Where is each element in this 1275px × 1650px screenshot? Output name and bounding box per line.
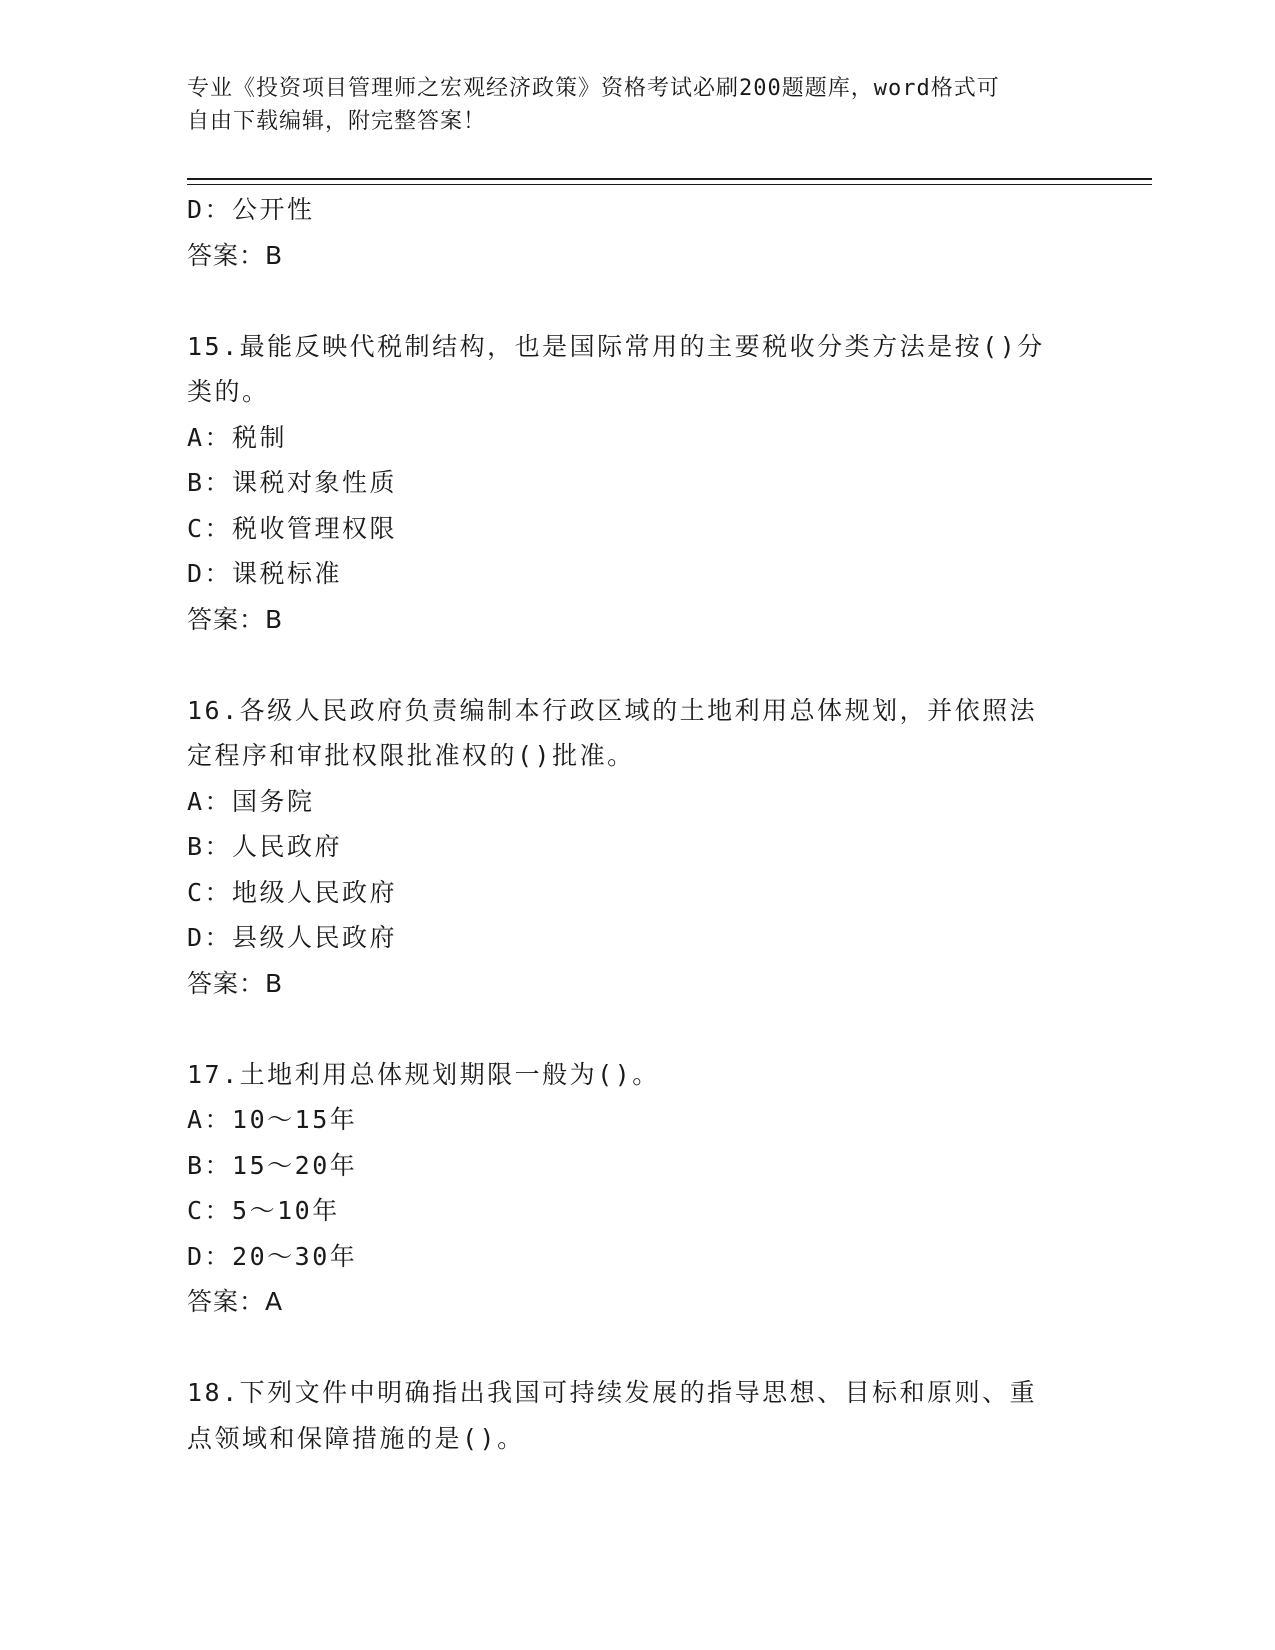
question-15 [187, 324, 1087, 643]
question-stem: 17.土地利用总体规划期限一般为()。 [187, 1059, 660, 1089]
answer-line: 答案：A [187, 1287, 284, 1316]
option-d: D：公开性 [187, 195, 315, 224]
header-line-1: 专业《投资项目管理师之宏观经济政策》资格考试必刷200题题库，word格式可 [187, 76, 1000, 101]
option-a: A：10～15年 [187, 1105, 358, 1134]
answer-line: 答案：B [187, 604, 284, 634]
option-a: A：国务院 [187, 786, 315, 816]
question-stem-continued: 类的。 [187, 377, 270, 406]
option-b: B：15～20年 [187, 1150, 358, 1180]
answer-line: 答案：B [187, 968, 284, 998]
header-line-2: 自由下载编辑，附完整答案！ [187, 109, 487, 134]
answer-line: 答案：B [187, 240, 284, 270]
question-18 [187, 1370, 1087, 1461]
question-17 [187, 1052, 1087, 1325]
question-list [187, 187, 1087, 1461]
option-b: B：人民政府 [187, 832, 343, 861]
option-c: C：税收管理权限 [187, 513, 398, 543]
option-b: B：课税对象性质 [187, 468, 398, 497]
question-16 [187, 688, 1087, 1007]
option-d: D：县级人民政府 [187, 923, 398, 952]
header-divider-thick [187, 178, 1152, 180]
question-stem-continued: 定程序和审批权限批准权的()批准。 [187, 741, 635, 770]
option-c: C：5～10年 [187, 1196, 340, 1225]
option-d: D：课税标准 [187, 559, 343, 588]
document-header [187, 72, 1067, 138]
option-d: D：20～30年 [187, 1241, 358, 1271]
header-divider-thin [187, 184, 1152, 185]
question-stem: 18.下列文件中明确指出我国可持续发展的指导思想、目标和原则、重 [187, 1378, 1038, 1407]
question-stem: 16.各级人民政府负责编制本行政区域的土地利用总体规划，并依照法 [187, 695, 1038, 725]
option-a: A：税制 [187, 422, 288, 452]
question-stem: 15.最能反映代税制结构，也是国际常用的主要税收分类方法是按()分 [187, 331, 1045, 361]
option-c: C：地级人民政府 [187, 877, 398, 907]
question-stem-continued: 点领域和保障措施的是()。 [187, 1423, 525, 1453]
